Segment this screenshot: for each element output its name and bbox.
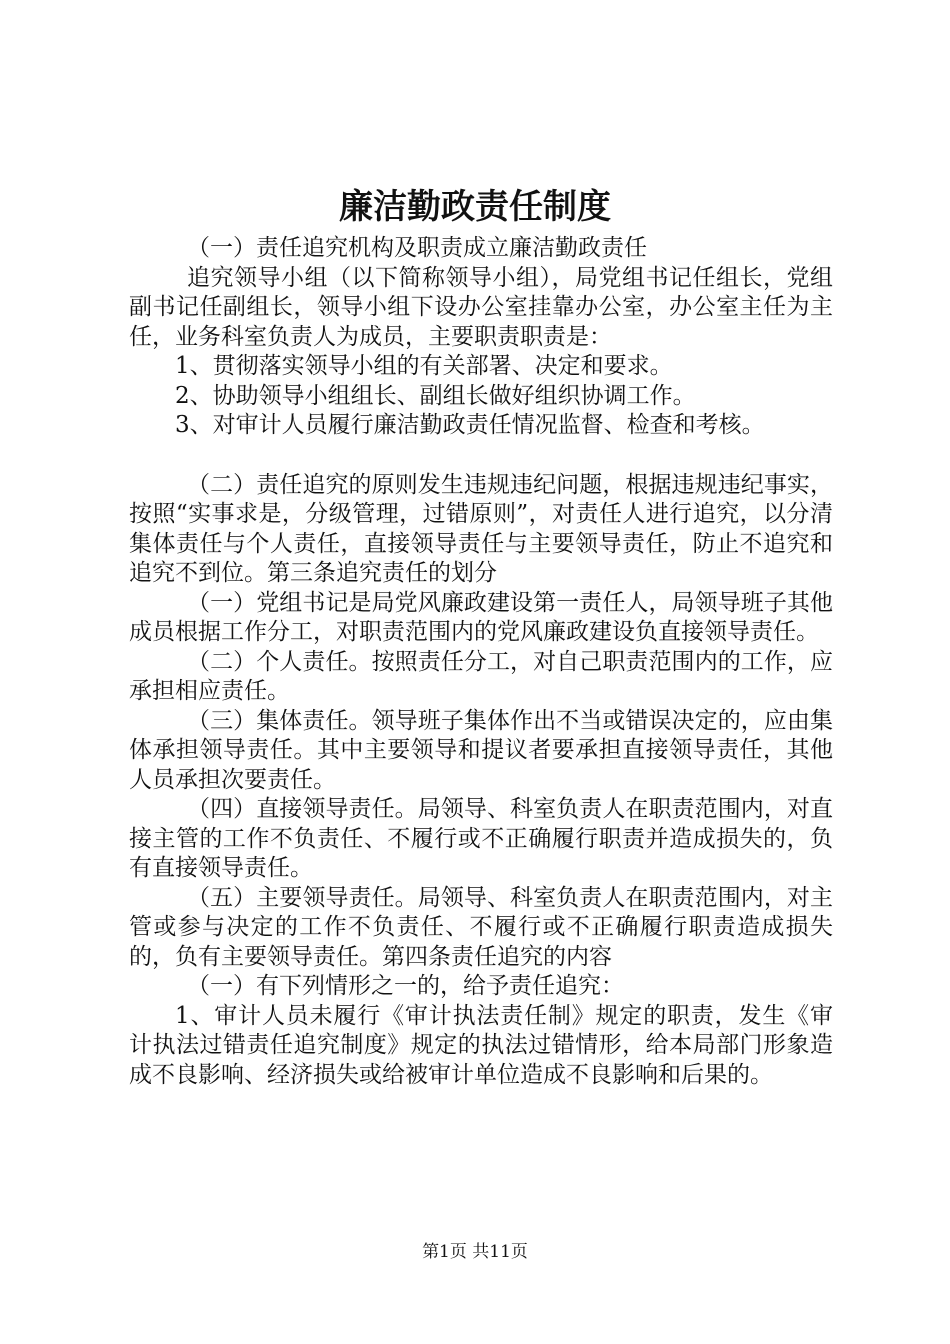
document-body xyxy=(129,234,833,1090)
paragraph-duty-2: 2、协助领导小组组长、副组长做好组织协调工作。 xyxy=(175,382,696,409)
paragraph-party-secretary: （一）党组书记是局党风廉政建设第一责任人，局领导班子其他成员根据工作分工，对职责范围内的党风廉政建设负直接领导责任。 xyxy=(129,589,833,645)
paragraph-accountability-cases: （一）有下列情形之一的，给予责任追究： xyxy=(187,973,624,999)
paragraph-collective-responsibility: （三）集体责任。领导班子集体作出不当或错误决定的，应由集体承担领导责任。其中主要领导和提议者要承担直接领导责任，其他人员承担次要责任。 xyxy=(129,707,833,793)
paragraph-duty-1: 1、贯彻落实领导小组的有关部署、决定和要求。 xyxy=(175,353,673,379)
document-title: 廉洁勤政责任制度 xyxy=(339,187,611,227)
paragraph-gap xyxy=(129,441,833,471)
paragraph-case-1: 1、审计人员未履行《审计执法责任制》规定的职责，发生《审计执法过错责任追究制度》规定的执法过错情形，给本局部门形象造成不良影响、经济损失或给被审计单位造成不良影响和后果的。 xyxy=(129,1002,833,1088)
paragraph-duty-3: 3、对审计人员履行廉洁勤政责任情况监督、检查和考核。 xyxy=(175,412,765,438)
paragraph-section-1-heading: （一）责任追究机构及职责成立廉洁勤政责任 xyxy=(187,235,647,261)
paragraph-principles: （二）责任追究的原则发生违规违纪问题，根据违规违纪事实，按照“实事求是，分级管理，过错原则”，对责任人进行追究，以分清集体责任与个人责任，直接领导责任与主要领导责任，防止不追究和追究不到位。第三条追究责任的划分 xyxy=(129,471,833,586)
paragraph-leading-group: 追究领导小组（以下简称领导小组），局党组书记任组长，党组副书记任副组长，领导小组下设办公室挂靠办公室，办公室主任为主任，业务科室负责人为成员，主要职责职责是： xyxy=(129,264,833,350)
page-number: 第1页 共11页 xyxy=(422,1242,528,1262)
paragraph-direct-leadership: （四）直接领导责任。局领导、科室负责人在职责范围内，对直接主管的工作不负责任、不履行或不正确履行职责并造成损失的，负有直接领导责任。 xyxy=(129,796,833,881)
paragraph-personal-responsibility: （二）个人责任。按照责任分工，对自己职责范围内的工作，应承担相应责任。 xyxy=(129,648,833,704)
paragraph-main-leadership: （五）主要领导责任。局领导、科室负责人在职责范围内，对主管或参与决定的工作不负责任、不履行或不正确履行职责造成损失的，负有主要领导责任。第四条责任追究的内容 xyxy=(129,884,833,970)
